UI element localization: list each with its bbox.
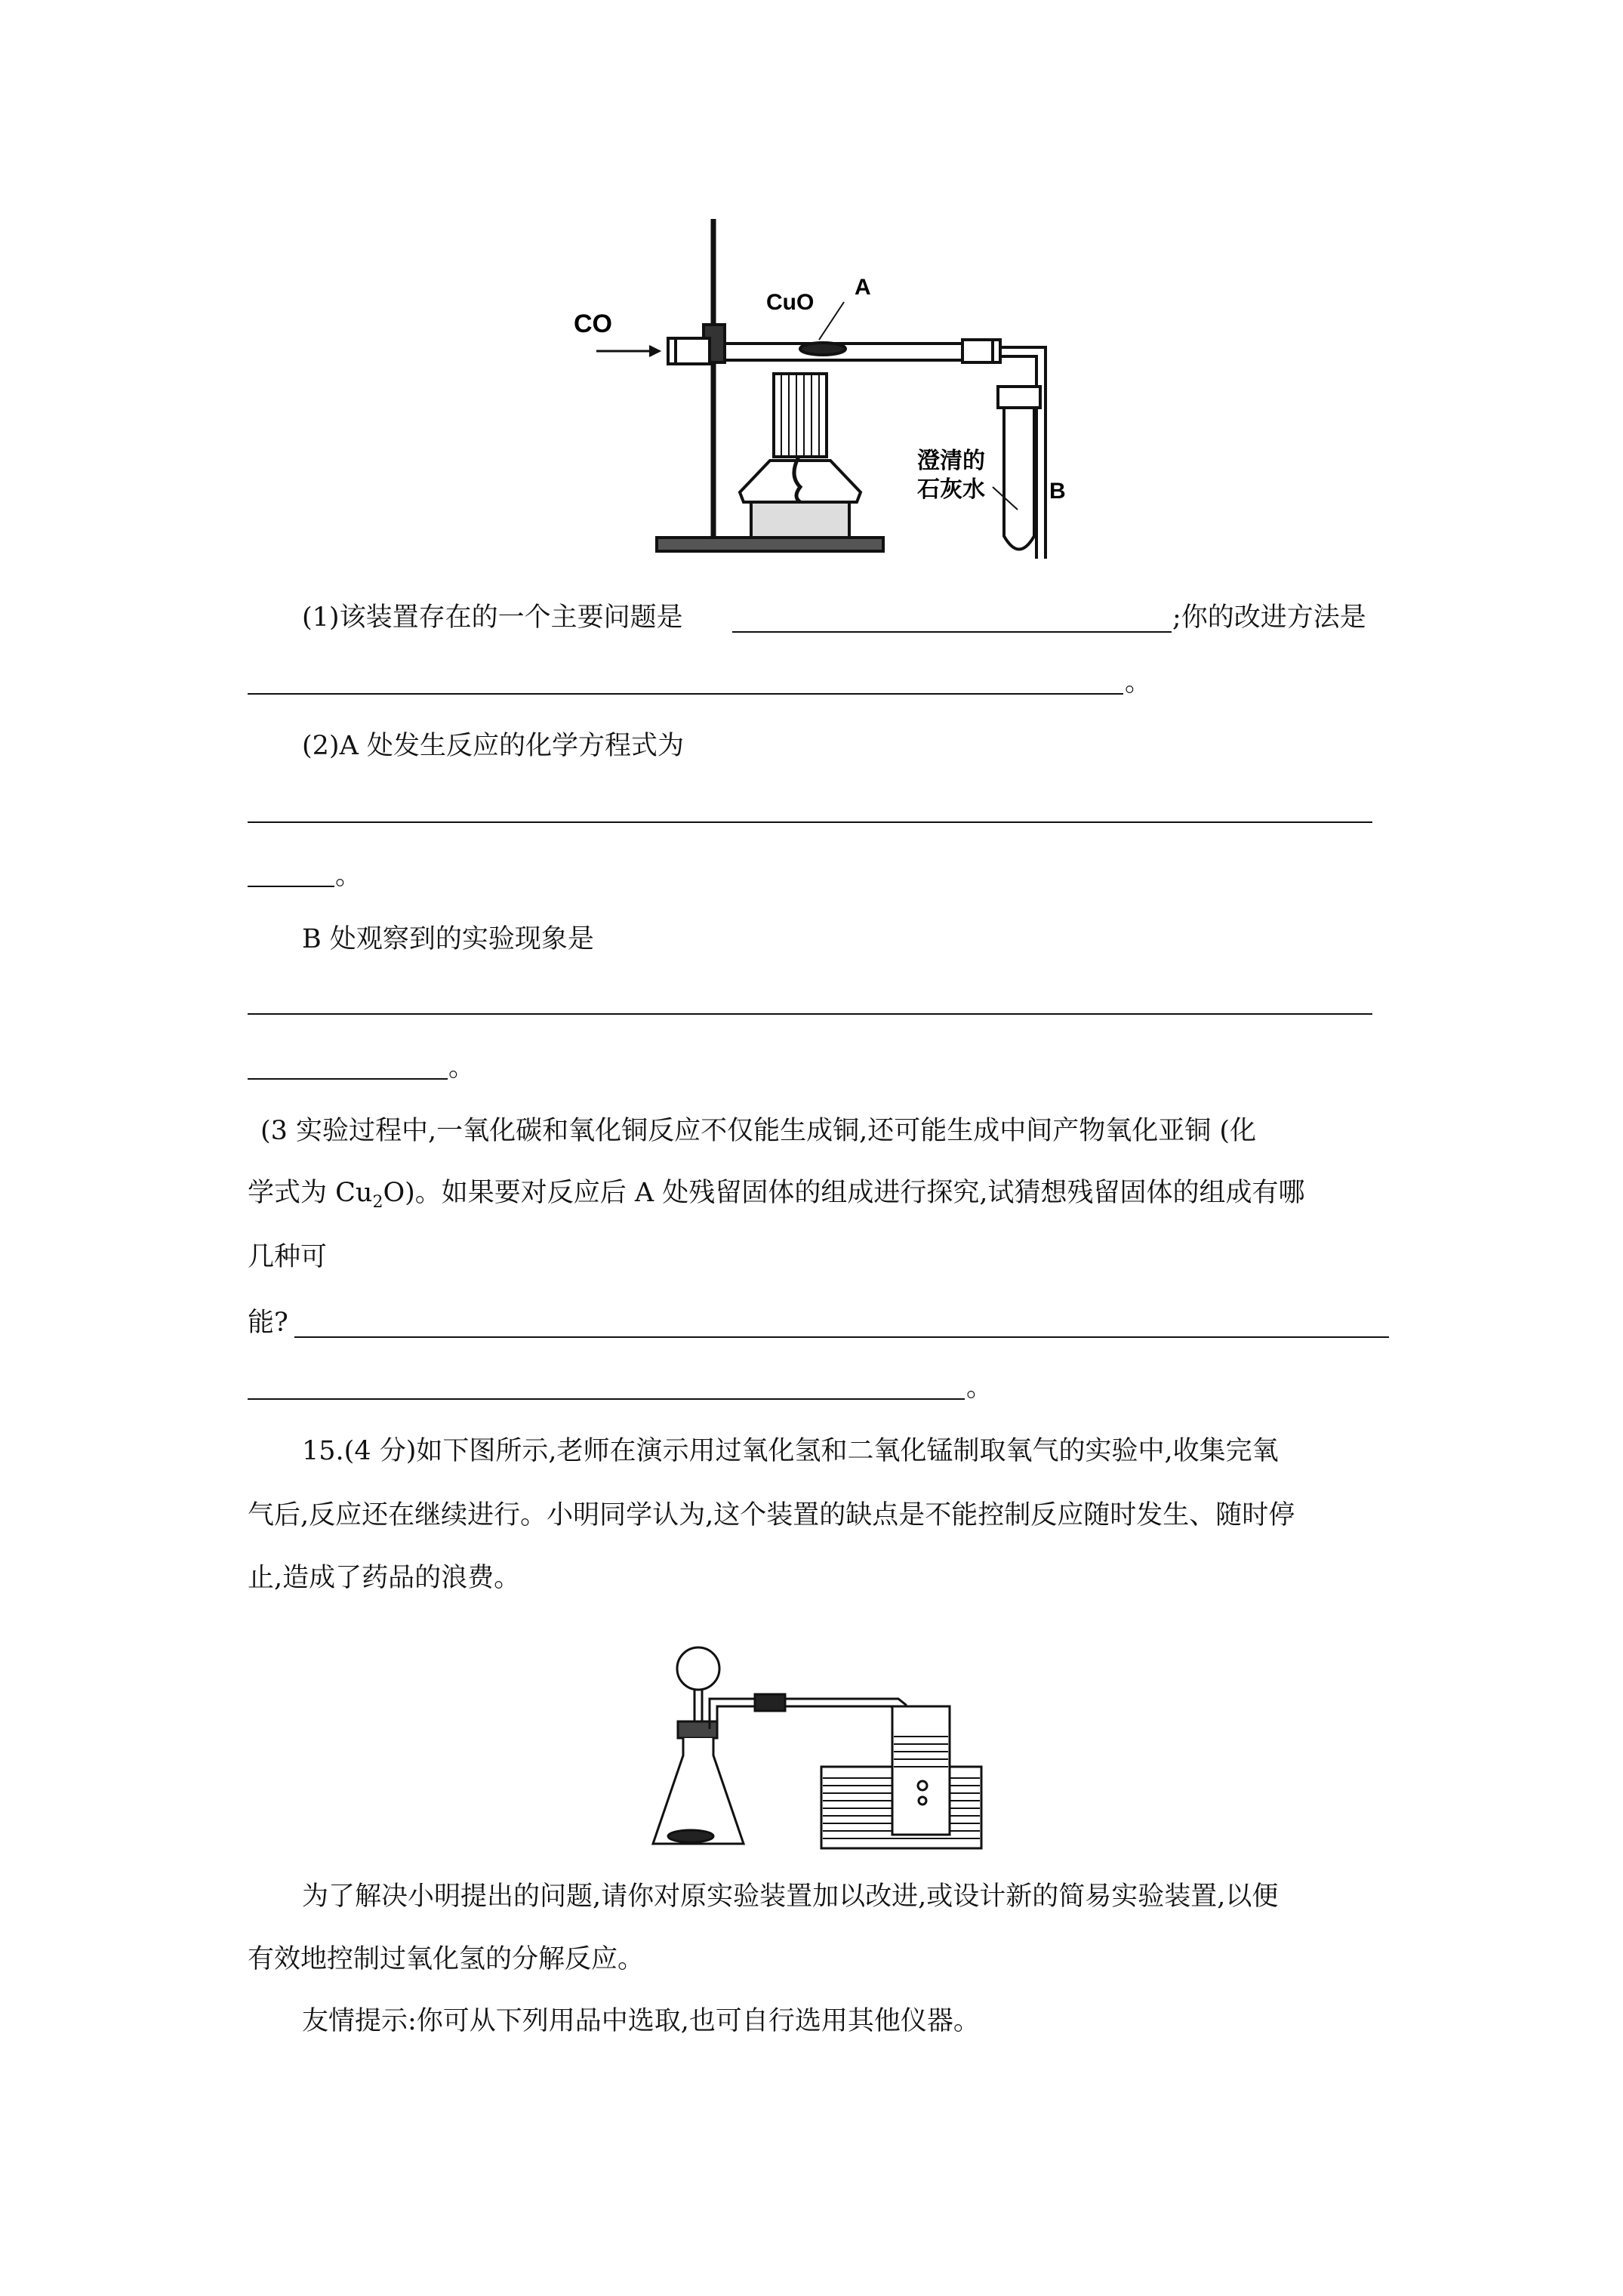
label-b: B — [1049, 479, 1066, 504]
label-co: CO — [574, 310, 612, 338]
q14-part1-blank-problem[interactable] — [732, 631, 1172, 633]
label-cuo: CuO — [766, 290, 815, 315]
label-limewater-line2: 石灰水 — [917, 477, 985, 502]
q15-line1: 15.(4 分)如下图所示,老师在演示用过氧化氢和二氧化锰制取氧气的实验中,收集完氧 — [302, 1436, 1279, 1466]
q14-part3-end: 。 — [966, 1373, 993, 1403]
label-limewater-line1: 澄清的 — [917, 448, 985, 473]
q15-after-line2: 有效地控制过氧化氢的分解反应。 — [248, 1944, 645, 1974]
q15-line2: 气后,反应还在继续进行。小明同学认为,这个装置的缺点是不能控制反应随时发生、随时停 — [248, 1500, 1295, 1530]
q15-after-line1: 为了解决小明提出的问题,请你对原实验装置加以改进,或设计新的简易实验装置,以便 — [302, 1881, 1279, 1912]
q14-part2-text: (2)A 处发生反应的化学方程式为 — [302, 731, 684, 761]
q14-part1-text: (1)该装置存在的一个主要问题是 — [302, 603, 683, 633]
q14-part3-line1: (3 实验过程中,一氧化碳和氧化铜反应不仅能生成铜,还可能生成中间产物氧化亚铜 (化 — [260, 1116, 1257, 1146]
q14-part3-line3: 几种可 — [248, 1242, 328, 1272]
q14-part3-blank-line1[interactable] — [294, 1336, 1389, 1338]
q15-line3: 止,造成了药品的浪费。 — [248, 1563, 521, 1593]
q14-part3-blank-line2[interactable] — [248, 1398, 965, 1400]
q14-part2-end: 。 — [335, 861, 362, 891]
q14-part1-blank-improvement[interactable] — [248, 693, 1123, 695]
q14-part2-blank-line1[interactable] — [248, 821, 1372, 823]
oxygen-generation-apparatus-figure — [649, 1646, 989, 1854]
q14-part3-line4: 能? — [248, 1308, 288, 1338]
q14-part2-blank-line2[interactable] — [248, 886, 334, 887]
q14-part3-line2: 学式为 $Cu_2O$)。如果要对反应后 A 处残留固体的组成进行探究,试猜想残留固体的组成有哪 — [248, 1178, 1305, 1212]
q14-partb-blank-line2[interactable] — [248, 1078, 448, 1080]
co-reduction-apparatus-figure — [574, 211, 1066, 566]
q15-hint: 友情提示:你可从下列用品中选取,也可自行选用其他仪器。 — [302, 2006, 980, 2036]
label-a: A — [855, 275, 871, 300]
q14-partb-blank-line1[interactable] — [248, 1013, 1372, 1015]
q14-part1-mid: ;你的改进方法是 — [1172, 603, 1366, 633]
q14-partb-text: B 处观察到的实验现象是 — [302, 924, 594, 954]
q14-partb-end: 。 — [448, 1052, 476, 1083]
q14-part1-end: 。 — [1125, 667, 1152, 698]
